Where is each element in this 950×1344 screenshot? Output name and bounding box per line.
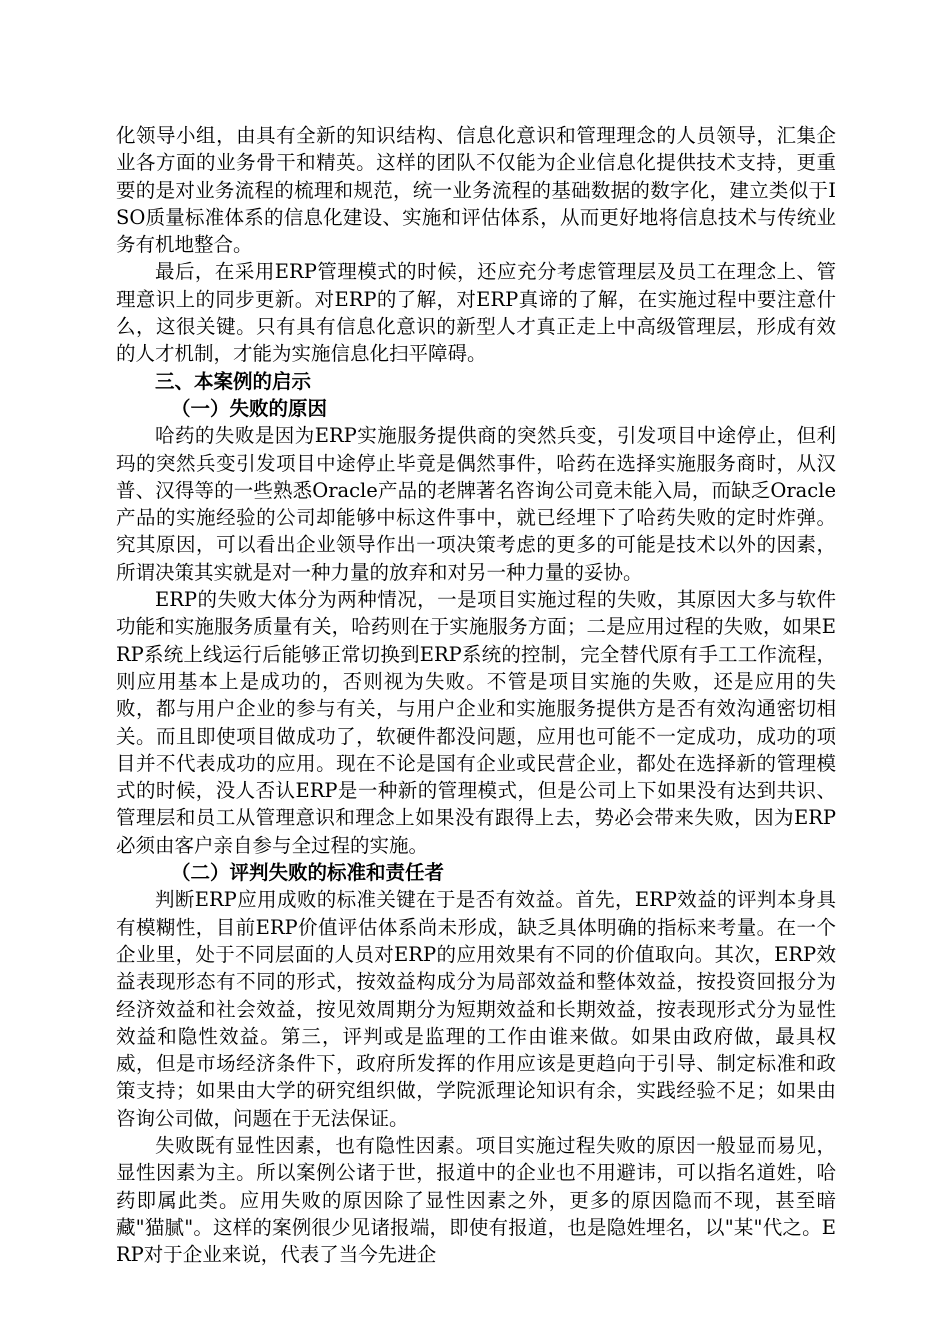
paragraph-hayao-failure: 哈药的失败是因为ERP实施服务提供商的突然兵变，引发项目中途停止，但利玛的突然兵变引发项目中途停止毕竟是偶然事件，哈药在选择实施服务商时，从汉普、汉得等的一些熟悉Oracle产品的老牌著名咨询公司竟未能入局，而缺乏Oracle产品的实施经验的公司却能够中标这件事中，就已经埋下了哈药失败的定时炸弹。究其原因，可以看出企业领导作出一项决策考虑的更多的可能是技术以外的因素，所谓决策其实就是对一种力量的放弃和对另一种力量的妥协。 [116,424,836,584]
paragraph-erp-failure-types: ERP的失败大体分为两种情况，一是项目实施过程的失败，其原因大多与软件功能和实施服务质量有关，哈药则在于实施服务方面；二是应用过程的失败，如果ERP系统上线运行后能够正常切换到ERP系统的控制，完全替代原有手工工作流程，则应用基本上是成功的，否则视为失败。不管是项目实施的失败，还是应用的失败，都与用户企业的参与有关，与用户企业和实施服务提供方是否有效沟通密切相关。而且即使项目做成功了，软硬件都没问题，应用也可能不一定成功，成功的项目并不代表成功的应用。现在不论是国有企业或民营企业，都处在选择新的管理模式的时候，没人否认ERP是一种新的管理模式，但是公司上下如果没有达到共识、管理层和员工从管理意识和理念上如果没有跟得上去，势必会带来失败，因为ERP必须由客户亲自参与全过程的实施。 [116,588,836,857]
subsection-heading-failure-reasons: （一）失败的原因 [171,396,328,420]
paragraph-finally: 最后，在采用ERP管理模式的时候，还应充分考虑管理层及员工在理念上、管理意识上的同步更新。对ERP的了解，对ERP真谛的了解，在实施过程中要注意什么，这很关键。只有具有信息化意识的新型人才真正走上中高级管理层，形成有效的人才机制，才能为实施信息化扫平障碍。 [116,260,836,366]
subsection-heading-criteria: （二）评判失败的标准和责任者 [171,861,445,885]
paragraph-continuation: 化领导小组，由具有全新的知识结构、信息化意识和管理理念的人员领导，汇集企业各方面的业务骨干和精英。这样的团队不仅能为企业信息化提供技术支持，更重要的是对业务流程的梳理和规范，统一业务流程的基础数据的数字化，建立类似于ISO质量标准体系的信息化建设、实施和评估体系，从而更好地将信息技术与传统业务有机地整合。 [116,124,836,257]
section-heading-3: 三、本案例的启示 [155,369,312,393]
paragraph-visible-hidden-factors: 失败既有显性因素，也有隐性因素。项目实施过程失败的原因一般显而易见，显性因素为主。所以案例公诸于世，报道中的企业也不用避讳，可以指名道姓，哈药即属此类。应用失败的原因除了显性因素之外，更多的原因隐而不现，甚至暗藏"猫腻"。这样的案例很少见诸报端，即使有报道，也是隐姓埋名，以"某"代之。ERP对于企业来说，代表了当今先进企 [116,1133,836,1267]
document-body [116,122,836,1268]
paragraph-judging-criteria: 判断ERP应用成败的标准关键在于是否有效益。首先，ERP效益的评判本身具有模糊性，目前ERP价值评估体系尚未形成，缺乏具体明确的指标来考量。在一个企业里，处于不同层面的人员对ERP的应用效果有不同的价值取向。其次，ERP效益表现形态有不同的形式，按效益构成分为局部效益和整体效益，按投资回报分为经济效益和社会效益，按见效周期分为短期效益和长期效益，按表现形式分为显性效益和隐性效益。第三，评判或是监理的工作由谁来做。如果由政府做，最具权威，但是市场经济条件下，政府所发挥的作用应该是更趋向于引导、制定标准和政策支持；如果由大学的研究组织做，学院派理论知识有余，实践经验不足；如果由咨询公司做，问题在于无法保证。 [116,888,836,1130]
